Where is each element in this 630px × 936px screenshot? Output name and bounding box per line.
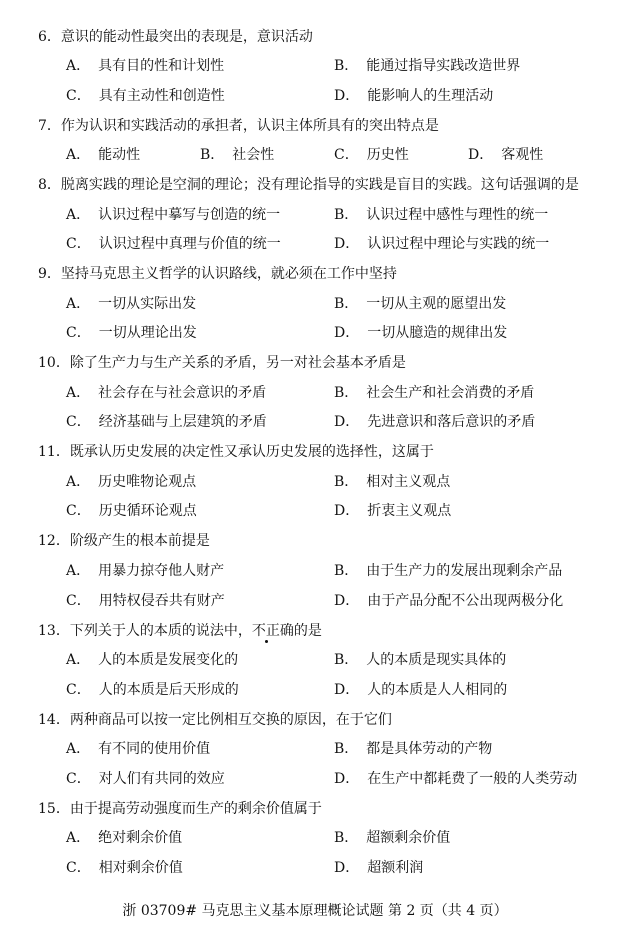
option-letter: D．	[334, 771, 360, 787]
option-b	[334, 208, 548, 222]
option-letter: A．	[66, 563, 91, 579]
option-text: 认识过程中理论与实践的统一	[367, 236, 550, 252]
option-text: 一切从主观的愿望出发	[366, 296, 507, 312]
option-letter: A．	[66, 385, 91, 401]
question-text: 阶级产生的根本前提是	[69, 533, 210, 549]
question-stem	[38, 802, 322, 816]
question-text: 除了生产力与生产关系的矛盾，另一对社会基本矛盾是	[69, 355, 406, 371]
option-text: 认识过程中感性与理性的统一	[366, 207, 549, 223]
option-letter: B．	[334, 207, 359, 223]
option-text: 能影响人的生理活动	[367, 88, 494, 104]
option-c	[334, 148, 409, 162]
question-number: 11．	[38, 444, 70, 460]
option-text: 一切从实际出发	[98, 296, 197, 312]
question-stem	[38, 119, 439, 133]
question-stem	[38, 356, 406, 370]
option-letter: D．	[334, 503, 360, 519]
option-text: 超额剩余价值	[366, 830, 451, 846]
option-text: 人的本质是后天形成的	[98, 682, 239, 698]
emphasis-dot	[265, 640, 268, 643]
option-d	[334, 594, 563, 608]
option-text: 一切从理论出发	[98, 325, 197, 341]
option-b	[334, 564, 562, 578]
option-b	[334, 59, 520, 73]
option-letter: B．	[334, 741, 359, 757]
option-letter: D．	[334, 593, 360, 609]
option-a	[66, 208, 280, 222]
option-letter: C．	[66, 860, 91, 876]
question-number: 12．	[38, 533, 70, 549]
option-text: 一切从臆造的规律出发	[367, 325, 508, 341]
option-c	[66, 415, 267, 429]
question-stem	[38, 624, 322, 638]
question-text: 脱离实践的理论是空洞的理论；没有理论指导的实践是盲目的实践。这句话强调的是	[60, 177, 579, 193]
option-a	[66, 653, 238, 667]
option-letter: A．	[66, 830, 91, 846]
option-letter: C．	[66, 236, 91, 252]
option-b	[334, 742, 492, 756]
option-a	[66, 564, 224, 578]
option-text: 折衷主义观点	[367, 503, 452, 519]
option-text: 由于产品分配不公出现两极分化	[367, 593, 564, 609]
option-letter: B．	[334, 296, 359, 312]
option-letter: C．	[66, 503, 91, 519]
option-d	[334, 415, 535, 429]
question-text: 作为认识和实践活动的承担者，认识主体所具有的突出特点是	[60, 118, 439, 134]
question-number: 7．	[38, 118, 61, 134]
option-b	[334, 831, 450, 845]
question-text: 既承认历史发展的决定性又承认历史发展的选择性，这属于	[69, 444, 434, 460]
question-stem	[38, 445, 434, 459]
option-text: 用特权侵吞共有财产	[98, 593, 225, 609]
option-text: 先进意识和落后意识的矛盾	[367, 414, 536, 430]
option-d	[334, 326, 507, 340]
option-a	[66, 148, 140, 162]
option-text: 社会存在与社会意识的矛盾	[98, 385, 267, 401]
option-letter: C．	[334, 147, 359, 163]
option-text: 历史性	[366, 147, 409, 163]
option-d	[334, 861, 423, 875]
option-letter: B．	[334, 58, 359, 74]
question-number: 10．	[38, 355, 70, 371]
option-letter: C．	[66, 325, 91, 341]
option-a	[66, 742, 210, 756]
option-text: 相对剩余价值	[98, 860, 183, 876]
option-text: 超额利润	[367, 860, 424, 876]
option-b	[200, 148, 274, 162]
option-text: 对人们有共同的效应	[98, 771, 225, 787]
option-text: 人的本质是发展变化的	[98, 652, 239, 668]
option-text: 人的本质是人人相同的	[367, 682, 508, 698]
option-c	[66, 504, 197, 518]
question-number: 14．	[38, 712, 70, 728]
option-letter: C．	[66, 88, 91, 104]
option-letter: D．	[334, 325, 360, 341]
option-text: 由于生产力的发展出现剩余产品	[366, 563, 563, 579]
option-text: 有不同的使用价值	[98, 741, 211, 757]
option-text: 认识过程中摹写与创造的统一	[98, 207, 281, 223]
question-text: 两种商品可以按一定比例相互交换的原因，在于它们	[69, 712, 392, 728]
option-text: 在生产中都耗费了一般的人类劳动	[367, 771, 578, 787]
option-d	[334, 772, 577, 786]
option-letter: A．	[66, 741, 91, 757]
option-b	[334, 386, 534, 400]
option-text: 绝对剩余价值	[98, 830, 183, 846]
option-d	[334, 683, 507, 697]
option-a	[66, 386, 266, 400]
question-stem	[38, 534, 210, 548]
question-number: 13．	[38, 623, 70, 639]
option-text: 历史唯物论观点	[98, 474, 197, 490]
option-d	[334, 504, 451, 518]
option-d	[334, 237, 549, 251]
option-text: 用暴力掠夺他人财产	[98, 563, 225, 579]
option-text: 社会生产和社会消费的矛盾	[366, 385, 535, 401]
question-stem	[38, 178, 579, 192]
option-letter: C．	[66, 682, 91, 698]
option-letter: A．	[66, 474, 91, 490]
option-a	[66, 59, 224, 73]
question-text: 坚持马克思主义哲学的认识路线，就必须在工作中坚持	[60, 266, 397, 282]
option-a	[66, 475, 196, 489]
option-letter: C．	[66, 771, 91, 787]
option-text: 社会性	[232, 147, 275, 163]
option-b	[334, 475, 450, 489]
option-text: 人的本质是现实具体的	[366, 652, 507, 668]
question-number: 9．	[38, 266, 61, 282]
option-letter: B．	[334, 385, 359, 401]
option-b	[334, 653, 506, 667]
option-text: 能通过指导实践改造世界	[366, 58, 521, 74]
question-number: 6．	[38, 29, 61, 45]
option-text: 能动性	[98, 147, 141, 163]
option-text: 经济基础与上层建筑的矛盾	[98, 414, 267, 430]
option-letter: C．	[66, 414, 91, 430]
option-c	[66, 594, 225, 608]
option-letter: D．	[334, 236, 360, 252]
option-letter: B．	[334, 830, 359, 846]
option-text: 具有目的性和计划性	[98, 58, 225, 74]
question-stem	[38, 30, 313, 44]
option-c	[66, 772, 225, 786]
option-letter: D．	[334, 88, 360, 104]
option-letter: B．	[200, 147, 225, 163]
option-letter: A．	[66, 296, 91, 312]
option-letter: A．	[66, 58, 91, 74]
option-letter: A．	[66, 652, 91, 668]
question-number: 15．	[38, 801, 70, 817]
option-letter: B．	[334, 563, 359, 579]
option-letter: D．	[334, 682, 360, 698]
option-letter: B．	[334, 652, 359, 668]
option-text: 认识过程中真理与价值的统一	[98, 236, 281, 252]
option-letter: B．	[334, 474, 359, 490]
question-text: 下列关于人的本质的说法中，不正确的是	[69, 623, 322, 639]
option-letter: D．	[334, 414, 360, 430]
option-c	[66, 861, 183, 875]
option-d	[468, 148, 543, 162]
option-text: 历史循环论观点	[98, 503, 197, 519]
option-letter: C．	[66, 593, 91, 609]
option-c	[66, 89, 225, 103]
option-a	[66, 831, 182, 845]
question-text: 由于提高劳动强度而生产的剩余价值属于	[69, 801, 322, 817]
option-a	[66, 297, 196, 311]
option-c	[66, 237, 281, 251]
option-b	[334, 297, 506, 311]
option-text: 都是具体劳动的产物	[366, 741, 493, 757]
question-stem	[38, 713, 392, 727]
option-c	[66, 683, 239, 697]
option-text: 相对主义观点	[366, 474, 451, 490]
option-text: 具有主动性和创造性	[98, 88, 225, 104]
question-text: 意识的能动性最突出的表现是，意识活动	[60, 29, 313, 45]
option-letter: A．	[66, 207, 91, 223]
option-c	[66, 326, 197, 340]
page-footer: 浙 03709# 马克思主义基本原理概论试题 第 2 页（共 4 页）	[122, 903, 508, 919]
option-letter: A．	[66, 147, 91, 163]
option-letter: D．	[468, 147, 494, 163]
question-stem	[38, 267, 397, 281]
question-number: 8．	[38, 177, 61, 193]
option-letter: D．	[334, 860, 360, 876]
option-text: 客观性	[501, 147, 544, 163]
option-d	[334, 89, 493, 103]
